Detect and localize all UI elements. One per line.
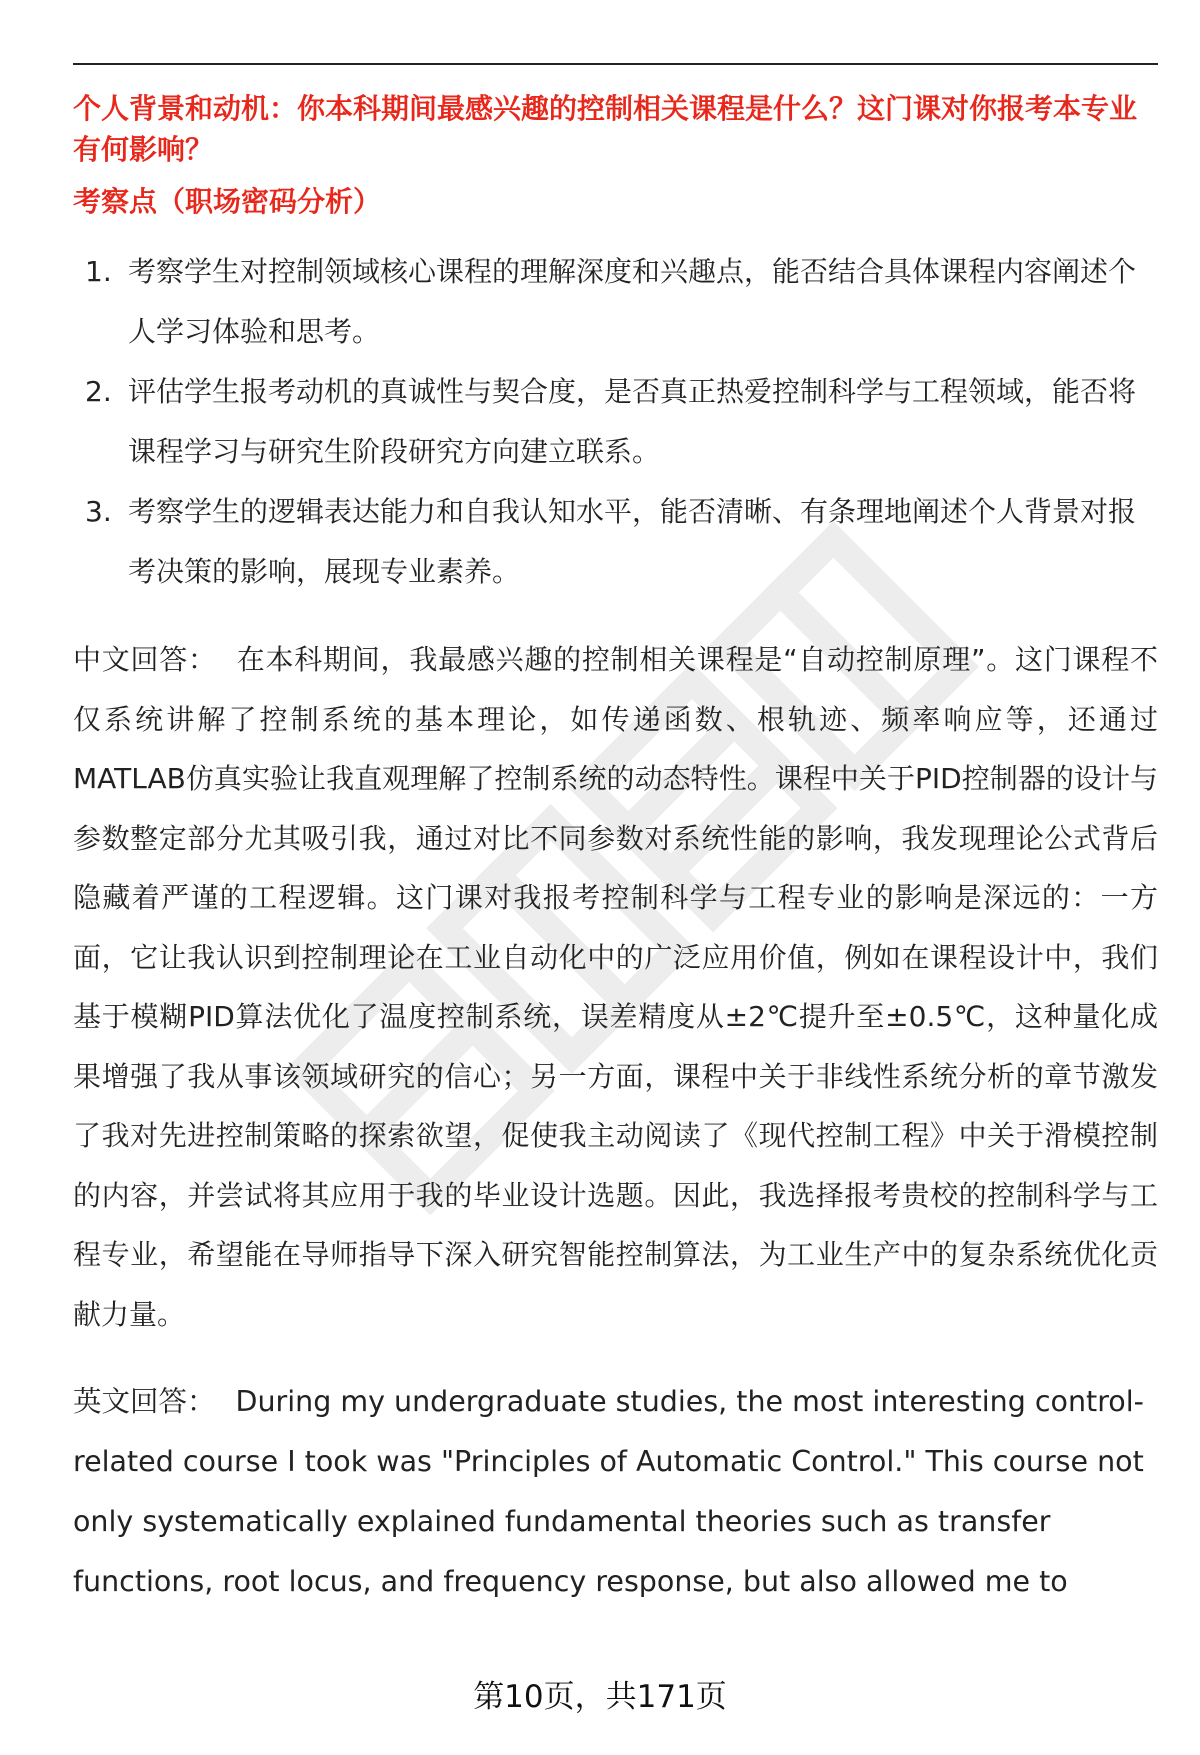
- question-heading: 个人背景和动机：你本科期间最感兴趣的控制相关课程是什么？这门课对你报考本专业有何影响？: [73, 92, 1138, 166]
- chinese-answer: [73, 630, 1158, 1344]
- top-rule: [73, 63, 1158, 65]
- exam-point-number: 2.: [85, 375, 112, 408]
- english-answer-text: During my undergraduate studies, the most interesting control-related course I took was "Principles of Automatic Control." This course not only systematically explained fundamental theories such as transfer functions, root locus, and frequency response, but also allowed me to: [73, 1385, 1144, 1598]
- exam-point-text: 考察学生的逻辑表达能力和自我认知水平，能否清晰、有条理地阐述个人背景对报考决策的影响，展现专业素养。: [128, 495, 1137, 588]
- page-content: [73, 88, 1158, 1612]
- chinese-answer-label: 中文回答：: [73, 643, 217, 676]
- exam-point-item: [73, 482, 1158, 602]
- page-number-footer: 第10页，共171页: [473, 1679, 727, 1715]
- exam-point-text: 评估学生报考动机的真诚性与契合度，是否真正热爱控制科学与工程领域，能否将课程学习与研究生阶段研究方向建立联系。: [128, 375, 1137, 468]
- exam-point-item: [73, 362, 1158, 482]
- english-answer-label: 英文回答：: [73, 1385, 216, 1418]
- exam-point-number: 1.: [85, 255, 112, 288]
- chinese-answer-text: 在本科期间，我最感兴趣的控制相关课程是“自动控制原理”。这门课程不仅系统讲解了控制系统的基本理论，如传递函数、根轨迹、频率响应等，还通过MATLAB仿真实验让我直观理解了控制系统的动态特性。课程中关于PID控制器的设计与参数整定部分尤其吸引我，通过对比不同参数对系统性能的影响，我发现理论公式背后隐藏着严谨的工程逻辑。这门课对我报考控制科学与工程专业的影响是深远的：一方面，它让我认识到控制理论在工业自动化中的广泛应用价值，例如在课程设计中，我们基于模糊PID算法优化了温度控制系统，误差精度从±2℃提升至±0.5℃，这种量化成果增强了我从事该领域研究的信心；另一方面，课程中关于非线性系统分析的章节激发了我对先进控制策略的探索欲望，促使我主动阅读了《现代控制工程》中关于滑模控制的内容，并尝试将其应用于我的毕业设计选题。因此，我选择报考贵校的控制科学与工程专业，希望能在导师指导下深入研究智能控制算法，为工业生产中的复杂系统优化贡献力量。: [73, 643, 1158, 1331]
- exam-point-number: 3.: [85, 495, 112, 528]
- exam-points-list: [73, 242, 1158, 602]
- exam-points-title: 考察点（职场密码分析）: [73, 185, 382, 218]
- exam-point-item: [73, 242, 1158, 362]
- english-answer: [73, 1372, 1158, 1612]
- exam-point-text: 考察学生对控制领域核心课程的理解深度和兴趣点，能否结合具体课程内容阐述个人学习体验和思考。: [128, 255, 1137, 348]
